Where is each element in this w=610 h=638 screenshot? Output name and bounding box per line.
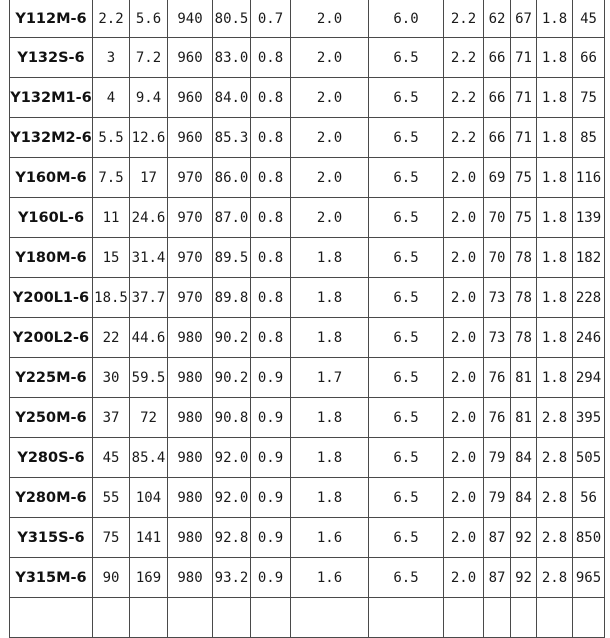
- value-cell: 5.6: [130, 0, 168, 38]
- model-cell: Y180M-6: [10, 238, 93, 278]
- value-cell: 6.5: [369, 158, 444, 198]
- value-cell: 0.9: [251, 398, 291, 438]
- value-cell: 22: [93, 318, 130, 358]
- value-cell: 0.8: [251, 158, 291, 198]
- value-cell: 1.6: [291, 518, 369, 558]
- value-cell: 69: [484, 158, 511, 198]
- value-cell: 1.8: [537, 318, 573, 358]
- value-cell: 79: [484, 478, 511, 518]
- value-cell: 6.5: [369, 558, 444, 598]
- value-cell: 2.2: [444, 118, 484, 158]
- value-cell: 75: [511, 158, 537, 198]
- table-row: [10, 438, 605, 478]
- value-cell: 90.8: [213, 398, 251, 438]
- value-cell: 6.5: [369, 78, 444, 118]
- value-cell: 6.5: [369, 38, 444, 78]
- value-cell: 141: [130, 518, 168, 558]
- value-cell: 44.6: [130, 318, 168, 358]
- value-cell: 1.8: [537, 158, 573, 198]
- value-cell: 90: [93, 558, 130, 598]
- table-row: [10, 38, 605, 78]
- value-cell: 2.0: [444, 478, 484, 518]
- value-cell: 1.8: [537, 38, 573, 78]
- value-cell: 0.8: [251, 118, 291, 158]
- value-cell: 37: [93, 398, 130, 438]
- value-cell: 87: [484, 518, 511, 558]
- value-cell: 970: [168, 278, 213, 318]
- value-cell: 1.8: [537, 238, 573, 278]
- value-cell: 6.5: [369, 438, 444, 478]
- value-cell: 2.8: [537, 558, 573, 598]
- value-cell: 45: [93, 438, 130, 478]
- value-cell: 980: [168, 358, 213, 398]
- value-cell: 0.8: [251, 278, 291, 318]
- value-cell: 2.2: [444, 0, 484, 38]
- value-cell: 18.5: [93, 278, 130, 318]
- value-cell: 3: [93, 38, 130, 78]
- value-cell: 2.2: [444, 78, 484, 118]
- value-cell: 2.0: [444, 558, 484, 598]
- value-cell: 6.5: [369, 278, 444, 318]
- value-cell: 2.0: [444, 398, 484, 438]
- value-cell: 6.5: [369, 198, 444, 238]
- model-cell: Y132M2-6: [10, 118, 93, 158]
- table-row: [10, 238, 605, 278]
- value-cell: 83.0: [213, 38, 251, 78]
- value-cell: 85.4: [130, 438, 168, 478]
- value-cell: 90.2: [213, 358, 251, 398]
- value-cell: 85.3: [213, 118, 251, 158]
- value-cell: [130, 598, 168, 638]
- value-cell: 0.9: [251, 478, 291, 518]
- model-cell: [10, 598, 93, 638]
- model-cell: Y225M-6: [10, 358, 93, 398]
- value-cell: 6.5: [369, 518, 444, 558]
- value-cell: 89.5: [213, 238, 251, 278]
- value-cell: 76: [484, 398, 511, 438]
- value-cell: 6.0: [369, 0, 444, 38]
- value-cell: 2.0: [444, 358, 484, 398]
- value-cell: 2.0: [444, 518, 484, 558]
- value-cell: 87.0: [213, 198, 251, 238]
- value-cell: 980: [168, 478, 213, 518]
- value-cell: 1.8: [537, 78, 573, 118]
- value-cell: 2.0: [444, 278, 484, 318]
- value-cell: 1.8: [291, 238, 369, 278]
- value-cell: 1.8: [291, 438, 369, 478]
- value-cell: 1.7: [291, 358, 369, 398]
- model-cell: Y160L-6: [10, 198, 93, 238]
- value-cell: 970: [168, 198, 213, 238]
- value-cell: 980: [168, 438, 213, 478]
- model-cell: Y250M-6: [10, 398, 93, 438]
- value-cell: 73: [484, 318, 511, 358]
- table-row: [10, 278, 605, 318]
- value-cell: 71: [511, 38, 537, 78]
- value-cell: 90.2: [213, 318, 251, 358]
- value-cell: 24.6: [130, 198, 168, 238]
- value-cell: 78: [511, 238, 537, 278]
- value-cell: 4: [93, 78, 130, 118]
- value-cell: 395: [573, 398, 605, 438]
- value-cell: [251, 598, 291, 638]
- table-row: [10, 0, 605, 38]
- value-cell: 294: [573, 358, 605, 398]
- value-cell: 970: [168, 158, 213, 198]
- value-cell: 228: [573, 278, 605, 318]
- value-cell: 2.0: [291, 118, 369, 158]
- value-cell: 11: [93, 198, 130, 238]
- value-cell: 71: [511, 118, 537, 158]
- value-cell: 2.0: [291, 198, 369, 238]
- table-row: [10, 358, 605, 398]
- value-cell: 1.8: [537, 118, 573, 158]
- model-cell: Y280M-6: [10, 478, 93, 518]
- value-cell: 1.8: [291, 478, 369, 518]
- value-cell: 55: [93, 478, 130, 518]
- value-cell: 92: [511, 518, 537, 558]
- model-cell: Y200L2-6: [10, 318, 93, 358]
- model-cell: Y112M-6: [10, 0, 93, 38]
- value-cell: [369, 598, 444, 638]
- value-cell: 92: [511, 558, 537, 598]
- value-cell: 92.0: [213, 438, 251, 478]
- value-cell: 31.4: [130, 238, 168, 278]
- value-cell: 1.8: [291, 318, 369, 358]
- value-cell: 1.8: [291, 278, 369, 318]
- value-cell: 7.2: [130, 38, 168, 78]
- value-cell: 2.0: [291, 0, 369, 38]
- value-cell: 80.5: [213, 0, 251, 38]
- value-cell: 6.5: [369, 478, 444, 518]
- value-cell: 980: [168, 518, 213, 558]
- value-cell: 79: [484, 438, 511, 478]
- model-cell: Y200L1-6: [10, 278, 93, 318]
- value-cell: [484, 598, 511, 638]
- value-cell: 0.9: [251, 558, 291, 598]
- value-cell: 2.8: [537, 518, 573, 558]
- value-cell: 1.8: [537, 358, 573, 398]
- value-cell: 5.5: [93, 118, 130, 158]
- value-cell: 73: [484, 278, 511, 318]
- value-cell: 71: [511, 78, 537, 118]
- value-cell: 45: [573, 0, 605, 38]
- value-cell: 81: [511, 398, 537, 438]
- table-row: [10, 558, 605, 598]
- value-cell: 2.2: [444, 38, 484, 78]
- value-cell: 1.8: [537, 0, 573, 38]
- value-cell: 2.0: [291, 158, 369, 198]
- value-cell: 0.8: [251, 198, 291, 238]
- value-cell: 2.2: [93, 0, 130, 38]
- value-cell: 0.8: [251, 38, 291, 78]
- value-cell: 56: [573, 478, 605, 518]
- value-cell: 84: [511, 478, 537, 518]
- model-cell: Y315M-6: [10, 558, 93, 598]
- value-cell: 70: [484, 238, 511, 278]
- motor-spec-table: [9, 0, 605, 638]
- value-cell: 505: [573, 438, 605, 478]
- value-cell: 66: [573, 38, 605, 78]
- value-cell: 30: [93, 358, 130, 398]
- value-cell: 92.8: [213, 518, 251, 558]
- value-cell: 37.7: [130, 278, 168, 318]
- value-cell: 70: [484, 198, 511, 238]
- value-cell: 7.5: [93, 158, 130, 198]
- model-cell: Y132S-6: [10, 38, 93, 78]
- value-cell: [213, 598, 251, 638]
- model-cell: Y280S-6: [10, 438, 93, 478]
- value-cell: 81: [511, 358, 537, 398]
- value-cell: 2.0: [291, 38, 369, 78]
- value-cell: 2.0: [444, 438, 484, 478]
- value-cell: 2.0: [444, 198, 484, 238]
- value-cell: 1.6: [291, 558, 369, 598]
- value-cell: 12.6: [130, 118, 168, 158]
- value-cell: 76: [484, 358, 511, 398]
- value-cell: 940: [168, 0, 213, 38]
- value-cell: 93.2: [213, 558, 251, 598]
- value-cell: 84.0: [213, 78, 251, 118]
- value-cell: 2.0: [444, 238, 484, 278]
- value-cell: 246: [573, 318, 605, 358]
- value-cell: 960: [168, 78, 213, 118]
- value-cell: 87: [484, 558, 511, 598]
- value-cell: 2.0: [291, 78, 369, 118]
- model-cell: Y132M1-6: [10, 78, 93, 118]
- value-cell: [444, 598, 484, 638]
- value-cell: 1.8: [537, 278, 573, 318]
- value-cell: 59.5: [130, 358, 168, 398]
- value-cell: 92.0: [213, 478, 251, 518]
- value-cell: 9.4: [130, 78, 168, 118]
- value-cell: [573, 598, 605, 638]
- model-cell: Y160M-6: [10, 158, 93, 198]
- value-cell: 15: [93, 238, 130, 278]
- value-cell: 965: [573, 558, 605, 598]
- value-cell: 970: [168, 238, 213, 278]
- value-cell: 960: [168, 118, 213, 158]
- table-row: [10, 118, 605, 158]
- value-cell: 116: [573, 158, 605, 198]
- value-cell: [168, 598, 213, 638]
- value-cell: 0.8: [251, 78, 291, 118]
- value-cell: 169: [130, 558, 168, 598]
- value-cell: 104: [130, 478, 168, 518]
- value-cell: [511, 598, 537, 638]
- value-cell: 1.8: [537, 198, 573, 238]
- value-cell: 0.9: [251, 358, 291, 398]
- value-cell: 78: [511, 318, 537, 358]
- value-cell: 2.8: [537, 438, 573, 478]
- value-cell: 75: [573, 78, 605, 118]
- value-cell: 2.8: [537, 398, 573, 438]
- value-cell: 980: [168, 318, 213, 358]
- value-cell: 960: [168, 38, 213, 78]
- table-row: [10, 78, 605, 118]
- value-cell: 139: [573, 198, 605, 238]
- table-row: [10, 598, 605, 638]
- value-cell: 62: [484, 0, 511, 38]
- value-cell: 980: [168, 558, 213, 598]
- value-cell: 2.0: [444, 318, 484, 358]
- value-cell: 1.8: [291, 398, 369, 438]
- value-cell: [291, 598, 369, 638]
- value-cell: 850: [573, 518, 605, 558]
- table-row: [10, 198, 605, 238]
- table-row: [10, 518, 605, 558]
- value-cell: 85: [573, 118, 605, 158]
- value-cell: 86.0: [213, 158, 251, 198]
- value-cell: 0.8: [251, 238, 291, 278]
- table-row: [10, 158, 605, 198]
- value-cell: 0.9: [251, 518, 291, 558]
- value-cell: 78: [511, 278, 537, 318]
- value-cell: 67: [511, 0, 537, 38]
- value-cell: 182: [573, 238, 605, 278]
- value-cell: [93, 598, 130, 638]
- value-cell: 0.9: [251, 438, 291, 478]
- model-cell: Y315S-6: [10, 518, 93, 558]
- value-cell: 6.5: [369, 398, 444, 438]
- value-cell: 66: [484, 118, 511, 158]
- value-cell: 0.8: [251, 318, 291, 358]
- value-cell: [537, 598, 573, 638]
- table-row: [10, 318, 605, 358]
- value-cell: 6.5: [369, 358, 444, 398]
- value-cell: 6.5: [369, 318, 444, 358]
- value-cell: 72: [130, 398, 168, 438]
- table-row: [10, 398, 605, 438]
- value-cell: 2.8: [537, 478, 573, 518]
- value-cell: 2.0: [444, 158, 484, 198]
- value-cell: 17: [130, 158, 168, 198]
- value-cell: 6.5: [369, 118, 444, 158]
- value-cell: 66: [484, 78, 511, 118]
- value-cell: 980: [168, 398, 213, 438]
- value-cell: 6.5: [369, 238, 444, 278]
- value-cell: 66: [484, 38, 511, 78]
- value-cell: 75: [93, 518, 130, 558]
- value-cell: 75: [511, 198, 537, 238]
- value-cell: 0.7: [251, 0, 291, 38]
- table-row: [10, 478, 605, 518]
- value-cell: 84: [511, 438, 537, 478]
- value-cell: 89.8: [213, 278, 251, 318]
